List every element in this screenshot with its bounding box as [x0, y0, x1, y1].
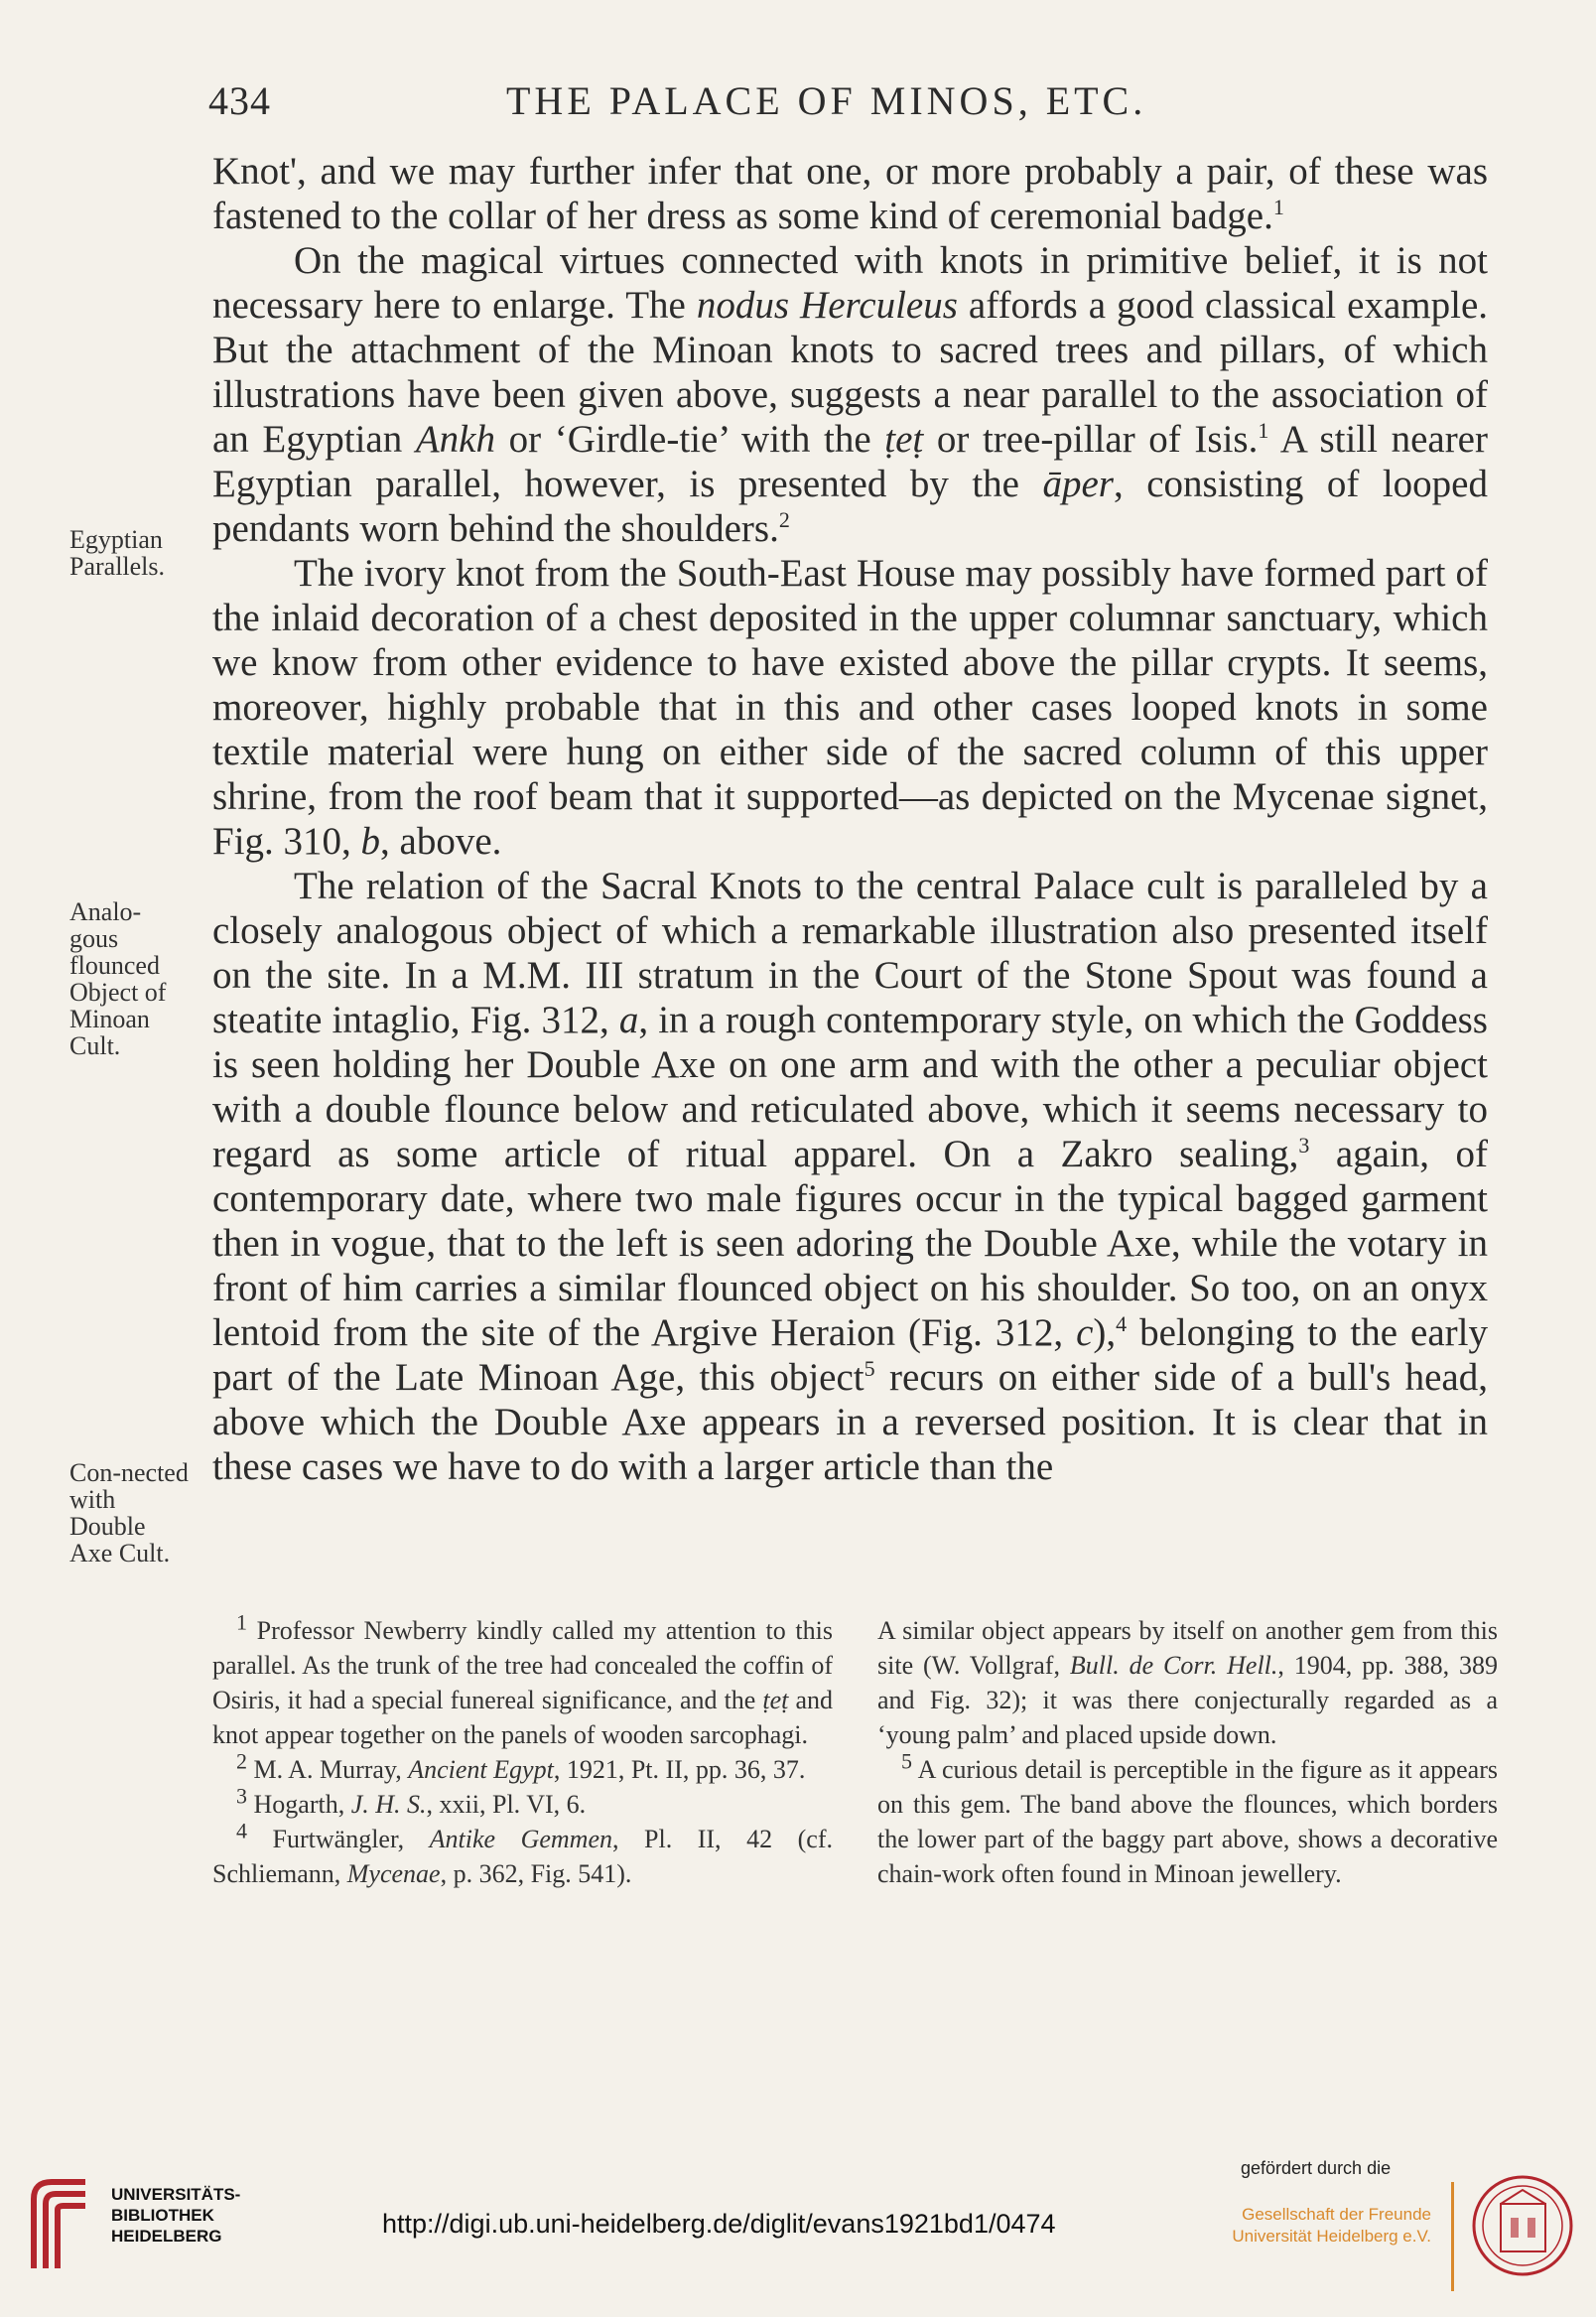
footnotes-left-column — [212, 1609, 834, 1891]
running-title: THE PALACE OF MINOS, ETC. — [506, 78, 1147, 123]
paragraph-1: Knot', and we may further infer that one, or more probably a pair, of these was fastened to the collar of her dress as some kind of ceremonial badge.$^1$ — [212, 150, 1488, 237]
footnote-3: $^3$ Hogarth, J. H. S., xxii, Pl. VI, 6. — [236, 1783, 587, 1819]
page-number: 434 — [208, 78, 271, 123]
university-library-logo-icon — [24, 2174, 95, 2273]
sponsor-name: Gesellschaft der Freunde Universität Heidelberg e.V. — [1232, 2205, 1431, 2246]
paragraph-3: The ivory knot from the South-East House may possibly have formed part of the inlaid decoration of a chest deposited in the upper columnar sanctuary, which we know from other evidence to have existed above the pillar crypts. It seems, moreover, highly probable that in this and other cases looped knots in some textile material were hung on either side of the sacred column of this upper shrine, from the roof beam that it supported—as depicted on the Mycenae signet, Fig. 310, b, above. — [212, 552, 1488, 863]
body-text — [212, 149, 1488, 1489]
margin-note-double-axe-cult: Con-nected with Double Axe Cult. — [69, 1458, 189, 1567]
university-seal-icon — [1471, 2174, 1575, 2278]
footnote-4-continued: A similar object appears by itself on another gem from this site (W. Vollgraf, Bull. de Corr. Hell., 1904, pp. 388, 389 and Fig. 32); it was there conjecturally regarded as a ‘young palm’ and placed upside down. — [877, 1616, 1498, 1749]
margin-note-analogous-object: Analo-gous flounced Object of Minoan Cult. — [69, 897, 167, 1060]
library-name: UNIVERSITÄTS- BIBLIOTHEK HEIDELBERG — [111, 2185, 241, 2246]
footnote-4: $^4$ Furtwängler, Antike Gemmen, Pl. II, 42 (cf. Schliemann, Mycenae, p. 362, Fig. 541). — [212, 1818, 833, 1888]
footnote-2: $^2$ M. A. Murray, Ancient Egypt, 1921, Pt. II, pp. 36, 37. — [236, 1748, 806, 1784]
sponsor-divider — [1451, 2182, 1454, 2291]
digitization-footer — [0, 2144, 1596, 2317]
footnote-1: $^1$ Professor Newberry kindly called my attention to this parallel. As the trunk of the tree had concealed the coffin of Osiris, it had a special funereal significance, and the ṭeṭ and knot appear together on the panels of wooden sarcophagi. — [212, 1609, 834, 1749]
footnote-5: $^5$ A curious detail is perceptible in the figure as it appears on this gem. The band above the flounces, which borders the lower part of the baggy part above, shows a decorative chain-work often found in Minoan jewellery. — [877, 1748, 1498, 1888]
margin-note-egyptian-parallels: Egyptian Parallels. — [69, 525, 166, 581]
footnotes-right-column — [877, 1613, 1498, 1891]
permalink-url[interactable]: http://digi.ub.uni-heidelberg.de/diglit/evans1921bd1/0474 — [382, 2209, 1056, 2239]
paragraph-4: The relation of the Sacral Knots to the central Palace cult is paralleled by a closely analogous object of which a remarkable illustration also presented itself on the site. In a M.M. III stratum in the Court of the Stone Spout was found a steatite intaglio, Fig. 312, a, in a rough contemporary style, on which the Goddess is seen holding her Double Axe on one arm and with the other a peculiar object with a double flounce below and reticulated above, which it seems necessary to regard as some article of ritual apparel. On a Zakro sealing,$^3$ again, of contemporary date, where two male figures occur in the typical bagged garment then in vogue, that to the left is seen adoring the Double Axe, while the votary in front of him carries a similar flounced object on his shoulder. So too, on an onyx lentoid from the site of the Argive Heraion (Fig. 312, c),$^4$ belonging to the early part of the Late Minoan Age, this object$^5$ recurs on either side of a bull's head, above which the Double Axe appears in a reversed position. It is clear that in these cases we have to do with a larger article than the — [212, 865, 1489, 1488]
sponsor-label: gefördert durch die — [1241, 2158, 1392, 2178]
paragraph-2: On the magical virtues connected with knots in primitive belief, it is not necessary here to enlarge. The nodus Herculeus affords a good classical example. But the attachment of the Minoan knots to sacred trees and pillars, of which illustrations have been given above, suggests a near parallel to the association of an Egyptian Ankh or ‘Girdle-tie’ with the ṭeṭ or tree-pillar of Isis.$^1$ A still nearer Egyptian parallel, however, is presented by the āper, consisting of looped pendants worn behind the shoulders.$^2$ — [212, 239, 1489, 550]
page-header — [208, 77, 1499, 127]
